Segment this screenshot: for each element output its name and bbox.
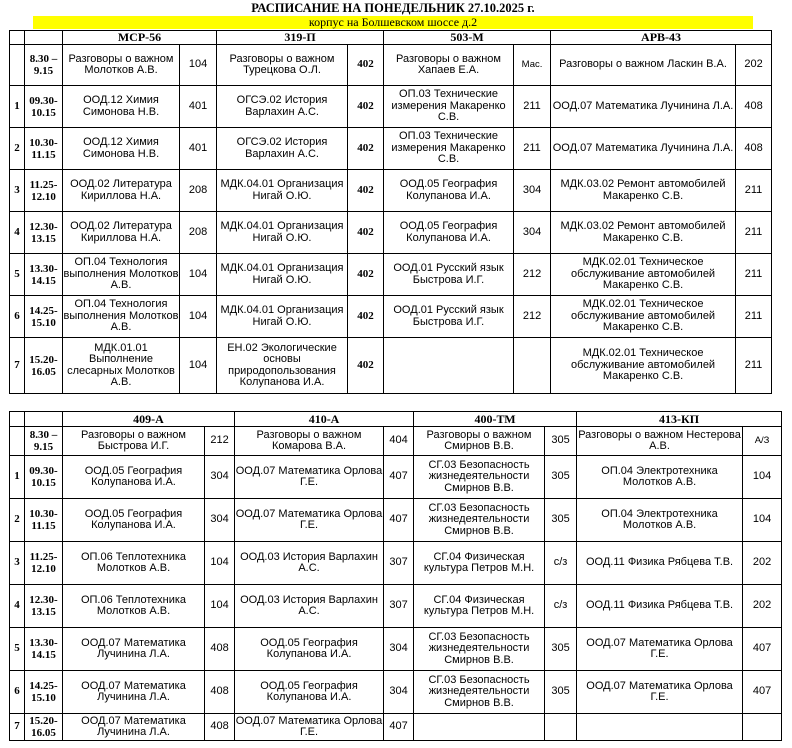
lesson-room: 402: [348, 170, 384, 212]
lesson-subject: ОП.06 Теплотехника Молотков А.В.: [63, 542, 205, 585]
lesson-room: 104: [743, 499, 782, 542]
lesson-subject: Разговоры о важном Смирнов В.В.: [414, 427, 545, 456]
schedule-row: [10, 671, 782, 714]
lesson-number: [10, 45, 25, 86]
lesson-subject: ООД.07 Математика Орлова Г.Е.: [235, 499, 384, 542]
header-blank: [10, 31, 25, 45]
schedule-row: [10, 86, 772, 128]
lesson-room: 407: [384, 499, 414, 542]
group-name: 319-П: [217, 31, 384, 45]
group-name: 410-А: [235, 412, 414, 427]
lesson-room: 104: [743, 456, 782, 499]
lesson-subject: ОП.04 Электротехника Молотков А.В.: [577, 499, 743, 542]
lesson-subject: ООД.05 География Колупанова И.А.: [235, 671, 384, 714]
lesson-room: 104: [180, 338, 217, 394]
lesson-room: 408: [736, 128, 772, 170]
lesson-subject: ООД.01 Русский язык Быстрова И.Г.: [384, 296, 514, 338]
lesson-room: 305: [545, 671, 577, 714]
lesson-subject: Разговоры о важном Хапаев Е.А.: [384, 45, 514, 86]
lesson-time: 14.25-15.10: [25, 671, 63, 714]
lesson-subject: МДК.02.01 Техническое обслуживание автомобилей Макаренко С.В.: [551, 254, 736, 296]
lesson-subject: МДК.02.01 Техническое обслуживание автомобилей Макаренко С.В.: [551, 296, 736, 338]
lesson-room: 304: [205, 499, 235, 542]
lesson-subject: ООД.01 Русский язык Быстрова И.Г.: [384, 254, 514, 296]
lesson-room: 408: [205, 628, 235, 671]
schedule-row: [10, 714, 782, 741]
lesson-subject: СГ.03 Безопасность жизнедеятельности Смирнов В.В.: [414, 499, 545, 542]
lesson-room: 304: [514, 170, 551, 212]
lesson-number: 3: [10, 170, 25, 212]
lesson-room: 202: [736, 45, 772, 86]
lesson-time: 12.30-13.15: [25, 212, 63, 254]
lesson-subject: Разговоры о важном Быстрова И.Г.: [63, 427, 205, 456]
lesson-time: 09.30-10.15: [25, 456, 63, 499]
lesson-subject: Разговоры о важном Нестерова А.В.: [577, 427, 743, 456]
lesson-number: 5: [10, 254, 25, 296]
lesson-room: 104: [205, 542, 235, 585]
lesson-time: 15.20-16.05: [25, 714, 63, 741]
lesson-room: 211: [736, 296, 772, 338]
lesson-subject: ООД.02 Литература Кириллова Н.А.: [63, 170, 180, 212]
schedule-row: [10, 170, 772, 212]
group-name: 409-А: [63, 412, 235, 427]
lesson-subject: СГ.04 Физическая культура Петров М.Н.: [414, 542, 545, 585]
lesson-room: 211: [736, 212, 772, 254]
lesson-room: 104: [180, 254, 217, 296]
lesson-subject: СГ.03 Безопасность жизнедеятельности Смирнов В.В.: [414, 456, 545, 499]
lesson-subject: [577, 714, 743, 741]
lesson-subject: МДК.02.01 Техническое обслуживание автомобилей Макаренко С.В.: [551, 338, 736, 394]
lesson-subject: МДК.04.01 Организация Нигай О.Ю.: [217, 170, 348, 212]
lesson-room: 408: [205, 714, 235, 741]
lesson-time: 12.30-13.15: [25, 585, 63, 628]
lesson-subject: ООД.12 Химия Симонова Н.В.: [63, 128, 180, 170]
lesson-room: 402: [348, 338, 384, 394]
lesson-room: 305: [545, 628, 577, 671]
schedule-row: [10, 542, 782, 585]
lesson-room: 212: [514, 296, 551, 338]
page-title: РАСПИСАНИЕ НА ПОНЕДЕЛЬНИК 27.10.2025 г.: [251, 1, 535, 15]
lesson-subject: ООД.05 География Колупанова И.А.: [384, 212, 514, 254]
lesson-room: 211: [736, 170, 772, 212]
schedule-row: [10, 499, 782, 542]
lesson-room: 202: [743, 585, 782, 628]
lesson-number: 4: [10, 585, 25, 628]
lesson-subject: ООД.07 Математика Орлова Г.Е.: [577, 628, 743, 671]
header-row: [10, 31, 772, 45]
lesson-room: 407: [743, 628, 782, 671]
lesson-subject: Разговоры о важном Турецкова О.Л.: [217, 45, 348, 86]
lesson-subject: [384, 338, 514, 394]
lesson-subject: ОП.03 Технические измерения Макаренко С.В.: [384, 128, 514, 170]
lesson-subject: ОП.03 Технические измерения Макаренко С.В.: [384, 86, 514, 128]
lesson-room: [514, 338, 551, 394]
lesson-room: 212: [514, 254, 551, 296]
lesson-subject: ООД.05 География Колупанова И.А.: [384, 170, 514, 212]
lesson-room: 407: [384, 714, 414, 741]
group-name: 400-ТМ: [414, 412, 577, 427]
lesson-time: 11.25-12.10: [25, 170, 63, 212]
lesson-time: 09.30-10.15: [25, 86, 63, 128]
lesson-room: 211: [514, 86, 551, 128]
lesson-subject: МДК.04.01 Организация Нигай О.Ю.: [217, 296, 348, 338]
schedule-row: [10, 45, 772, 86]
lesson-room: 304: [514, 212, 551, 254]
lesson-number: 7: [10, 714, 25, 741]
lesson-room: 104: [180, 296, 217, 338]
lesson-room: с/з: [545, 542, 577, 585]
schedule-row: [10, 427, 782, 456]
lesson-room: 402: [348, 212, 384, 254]
lesson-subject: ОГСЭ.02 История Варлахин А.С.: [217, 128, 348, 170]
lesson-subject: ОП.04 Электротехника Молотков А.В.: [577, 456, 743, 499]
lesson-room: 202: [743, 542, 782, 585]
lesson-subject: ООД.03 История Варлахин А.С.: [235, 585, 384, 628]
lesson-time: 10.30-11.15: [25, 128, 63, 170]
schedule-row: [10, 456, 782, 499]
lesson-number: 5: [10, 628, 25, 671]
lesson-number: 7: [10, 338, 25, 394]
lesson-room: 307: [384, 585, 414, 628]
lesson-subject: ООД.07 Математика Лучинина Л.А.: [63, 714, 205, 741]
page-subtitle: корпус на Болшевском шоссе д.2: [33, 16, 753, 29]
schedule-row: [10, 296, 772, 338]
lesson-room: 404: [384, 427, 414, 456]
lesson-room: 305: [545, 456, 577, 499]
lesson-time: 11.25-12.10: [25, 542, 63, 585]
lesson-number: 2: [10, 499, 25, 542]
lesson-subject: Разговоры о важном Комарова В.А.: [235, 427, 384, 456]
lesson-subject: Разговоры о важном Молотков А.В.: [63, 45, 180, 86]
schedule-row: [10, 338, 772, 394]
lesson-room: 407: [384, 456, 414, 499]
lesson-subject: ОП.06 Теплотехника Молотков А.В.: [63, 585, 205, 628]
lesson-subject: ООД.07 Математика Лучинина Л.А.: [63, 671, 205, 714]
lesson-room: 304: [384, 671, 414, 714]
lesson-subject: ООД.05 География Колупанова И.А.: [235, 628, 384, 671]
group-name: 503-М: [384, 31, 551, 45]
lesson-room: 402: [348, 254, 384, 296]
lesson-subject: ООД.12 Химия Симонова Н.В.: [63, 86, 180, 128]
lesson-room: 307: [384, 542, 414, 585]
lesson-number: 2: [10, 128, 25, 170]
lesson-room: 104: [205, 585, 235, 628]
lesson-room: 304: [205, 456, 235, 499]
lesson-subject: ООД.05 География Колупанова И.А.: [63, 456, 205, 499]
schedule-row: [10, 585, 782, 628]
schedule-row: [10, 254, 772, 296]
lesson-room: 211: [736, 338, 772, 394]
lesson-number: 3: [10, 542, 25, 585]
lesson-subject: ООД.07 Математика Лучинина Л.А.: [63, 628, 205, 671]
lesson-room: [743, 714, 782, 741]
lesson-subject: ООД.07 Математика Орлова Г.Е.: [235, 714, 384, 741]
lesson-room: 408: [736, 86, 772, 128]
lesson-room: 402: [348, 128, 384, 170]
lesson-room: 304: [384, 628, 414, 671]
lesson-room: Мас.: [514, 45, 551, 86]
schedule-row: [10, 212, 772, 254]
lesson-room: 211: [514, 128, 551, 170]
lesson-time: 8.30 – 9.15: [25, 427, 63, 456]
lesson-subject: СГ.03 Безопасность жизнедеятельности Смирнов В.В.: [414, 628, 545, 671]
lesson-room: 402: [348, 296, 384, 338]
lesson-subject: ОП.04 Технология выполнения Молотков А.В.: [63, 254, 180, 296]
lesson-time: 14.25-15.10: [25, 296, 63, 338]
lesson-subject: ОГСЭ.02 История Варлахин А.С.: [217, 86, 348, 128]
header-blank: [25, 31, 63, 45]
lesson-subject: МДК.04.01 Организация Нигай О.Ю.: [217, 212, 348, 254]
schedule-table-1: [9, 30, 772, 394]
lesson-time: 13.30-14.15: [25, 254, 63, 296]
lesson-subject: [414, 714, 545, 741]
lesson-subject: ООД.05 География Колупанова И.А.: [63, 499, 205, 542]
lesson-time: 10.30-11.15: [25, 499, 63, 542]
header-blank: [25, 412, 63, 427]
lesson-time: 13.30-14.15: [25, 628, 63, 671]
header-row: [10, 412, 782, 427]
lesson-room: 401: [180, 86, 217, 128]
lesson-room: 305: [545, 427, 577, 456]
lesson-subject: МДК.03.02 Ремонт автомобилей Макаренко С.В.: [551, 170, 736, 212]
lesson-room: 401: [180, 128, 217, 170]
header-blank: [10, 412, 25, 427]
group-name: МСР-56: [63, 31, 217, 45]
lesson-room: [545, 714, 577, 741]
lesson-time: 15.20-16.05: [25, 338, 63, 394]
lesson-subject: ООД.07 Математика Лучинина Л.А.: [551, 128, 736, 170]
lesson-subject: ОП.04 Технология выполнения Молотков А.В.: [63, 296, 180, 338]
lesson-subject: МДК.01.01 Выполнение слесарных Молотков А.В.: [63, 338, 180, 394]
lesson-subject: ООД.11 Физика Рябцева Т.В.: [577, 585, 743, 628]
lesson-room: 104: [180, 45, 217, 86]
lesson-room: 208: [180, 170, 217, 212]
lesson-room: 212: [205, 427, 235, 456]
lesson-number: [10, 427, 25, 456]
schedule-table-2: [9, 411, 782, 741]
lesson-number: 6: [10, 296, 25, 338]
lesson-subject: ООД.07 Математика Лучинина Л.А.: [551, 86, 736, 128]
schedule-row: [10, 628, 782, 671]
group-name: 413-КП: [577, 412, 782, 427]
lesson-number: 6: [10, 671, 25, 714]
lesson-room: 402: [348, 45, 384, 86]
lesson-subject: ООД.03 История Варлахин А.С.: [235, 542, 384, 585]
lesson-subject: МДК.04.01 Организация Нигай О.Ю.: [217, 254, 348, 296]
lesson-subject: ООД.02 Литература Кириллова Н.А.: [63, 212, 180, 254]
lesson-room: с/з: [545, 585, 577, 628]
lesson-number: 4: [10, 212, 25, 254]
lesson-subject: ООД.07 Математика Орлова Г.Е.: [235, 456, 384, 499]
lesson-subject: ООД.07 Математика Орлова Г.Е.: [577, 671, 743, 714]
lesson-subject: МДК.03.02 Ремонт автомобилей Макаренко С.В.: [551, 212, 736, 254]
lesson-number: 1: [10, 86, 25, 128]
lesson-time: 8.30 – 9.15: [25, 45, 63, 86]
lesson-subject: Разговоры о важном Ласкин В.А.: [551, 45, 736, 86]
lesson-room: 407: [743, 671, 782, 714]
lesson-number: 1: [10, 456, 25, 499]
group-name: АРВ-43: [551, 31, 772, 45]
lesson-subject: ЕН.02 Экологические основы природопользования Колупанова И.А.: [217, 338, 348, 394]
lesson-subject: СГ.03 Безопасность жизнедеятельности Смирнов В.В.: [414, 671, 545, 714]
lesson-room: 305: [545, 499, 577, 542]
lesson-room: 211: [736, 254, 772, 296]
lesson-subject: СГ.04 Физическая культура Петров М.Н.: [414, 585, 545, 628]
schedule-row: [10, 128, 772, 170]
lesson-room: 408: [205, 671, 235, 714]
lesson-subject: ООД.11 Физика Рябцева Т.В.: [577, 542, 743, 585]
lesson-room: 208: [180, 212, 217, 254]
lesson-room: 402: [348, 86, 384, 128]
lesson-room: А/З: [743, 427, 782, 456]
